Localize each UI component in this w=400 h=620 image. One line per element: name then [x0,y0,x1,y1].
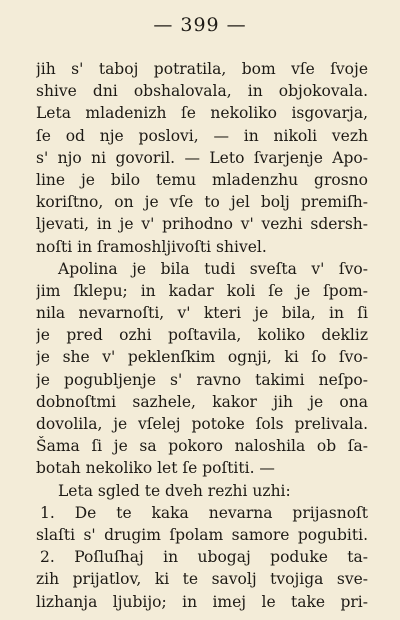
text-line: je pred ozhi poſtavila, koliko dekliz [36,326,368,345]
text-line: botah nekoliko let ſe poſtiti. — [36,459,275,478]
text-line: je she v' peklenſkim ognji, ki ſo ſvo- [36,348,368,367]
text-line: lizhanja ljubijo; in imej le take pri- [36,592,368,611]
text-line: noſti in ſramoshljivoſti shivel. [36,237,267,256]
text-line: 2. Poſluſhaj in ubogaj poduke ta- [40,548,368,567]
text-line: ſe od nje poslovi, — in nikoli vezh [36,126,368,145]
text-line: je pogubljenje s' ravno takimi neſpo- [36,370,368,389]
text-line: dobnoſtmi sazhele, kakor jih je ona [36,392,368,411]
text-line: shive dni obshalovala, in objokovala. [36,82,368,101]
text-line: koriſtno, on je vſe to jel bolj premiſh- [36,193,368,212]
text-line: slaſti s' drugim ſpolam samore pogubiti. [36,525,368,544]
text-line: dovolila, je vſelej potoke ſols prelivala. [36,415,368,433]
text-line: Leta sgled te dveh rezhi uzhi: [58,481,291,500]
text-line: zih prijatlov, ki te savolj tvojiga sve- [36,570,368,589]
text-line: jim ſklepu; in kadar koli ſe je ſpom- [36,281,368,300]
text-line: Apolina je bila tudi sveſta v' ſvo- [58,259,368,278]
text-line: Šama ſi je sa pokoro naloshila ob ſa- [36,437,368,456]
text-line: ljevati, in je v' prihodno v' vezhi sdersh- [36,215,368,234]
page-number: — 399 — [153,14,247,36]
text-line: s' njo ni govoril. — Leto ſvarjenje Apo- [36,148,368,167]
text-line: nila nevarnoſti, v' kteri je bila, in ſi [36,304,368,323]
text-line: 1. De te kaka nevarna prijasnoſt [40,503,368,522]
body-text [36,58,368,613]
text-line: line je bilo temu mladenzhu grosno [36,170,368,189]
text-line: jih s' taboj potratila, bom vſe ſvoje [36,60,368,78]
text-line: Leta mladenizh ſe nekoliko isgovarja, [36,104,368,123]
